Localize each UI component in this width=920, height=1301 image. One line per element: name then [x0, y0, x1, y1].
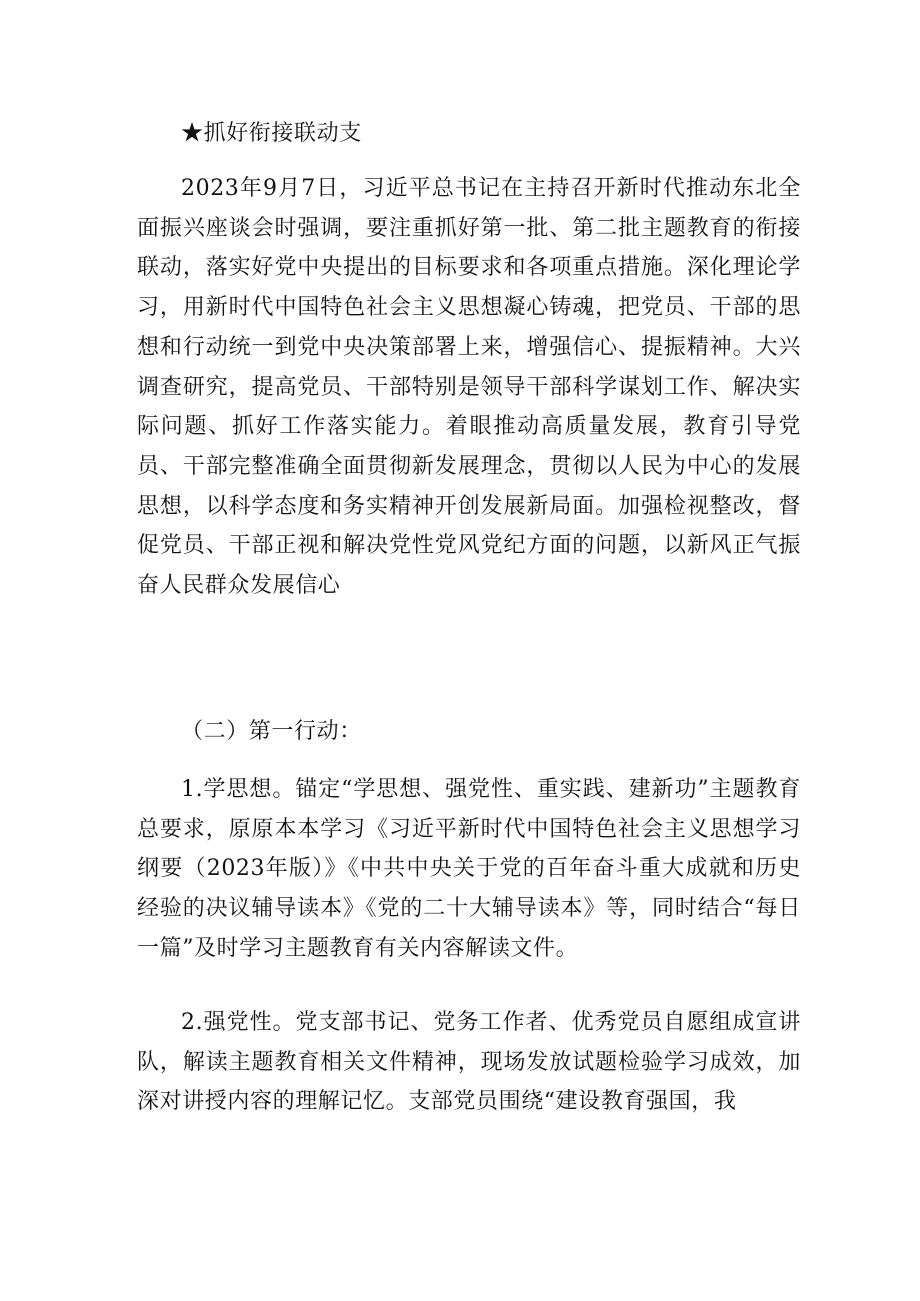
body-paragraph-3: 2.强党性。党支部书记、党务工作者、优秀党员自愿组成宣讲队，解读主题教育相关文件精神，现场发放试题检验学习成效，加深对讲授内容的理解记忆。支部党员围绕“建设教育强国，我 [137, 1010, 801, 1115]
subsection-heading: （二）第一行动： [181, 719, 362, 744]
body-paragraph-1: 2023年9月7日，习近平总书记在主持召开新时代推动东北全面振兴座谈会时强调，要注重抓好第一批、第二批主题教育的衔接联动，落实好党中央提出的目标要求和各项重点措施。深化理论学习，用新时代中国特色社会主义思想凝心铸魂，把党员、干部的思想和行动统一到党中央决策部署上来，增强信心、提振精神。大兴调查研究，提高党员、干部特别是领导干部科学谋划工作、解决实际问题、抓好工作落实能力。着眼推动高质量发展，教育引导党员、干部完整准确全面贯彻新发展理念，贯彻以人民为中心的发展思想，以科学态度和务实精神开创发展新局面。加强检视整改，督促党员、干部正视和解决党性党风党纪方面的问题，以新风正气振奋人民群众发展信心 [137, 176, 801, 599]
section-heading: ★抓好衔接联动支 [181, 121, 362, 146]
body-paragraph-2: 1.学思想。锚定“学思想、强党性、重实践、建新功”主题教育总要求，原原本本学习《习近平新时代中国特色社会主义思想学习纲要（2023年版）》《中共中央关于党的百年奋斗重大成就和历史经验的决议辅导读本》《党的二十大辅导读本》等，同时结合“每日一篇”及时学习主题教育有关内容解读文件。 [137, 777, 801, 961]
